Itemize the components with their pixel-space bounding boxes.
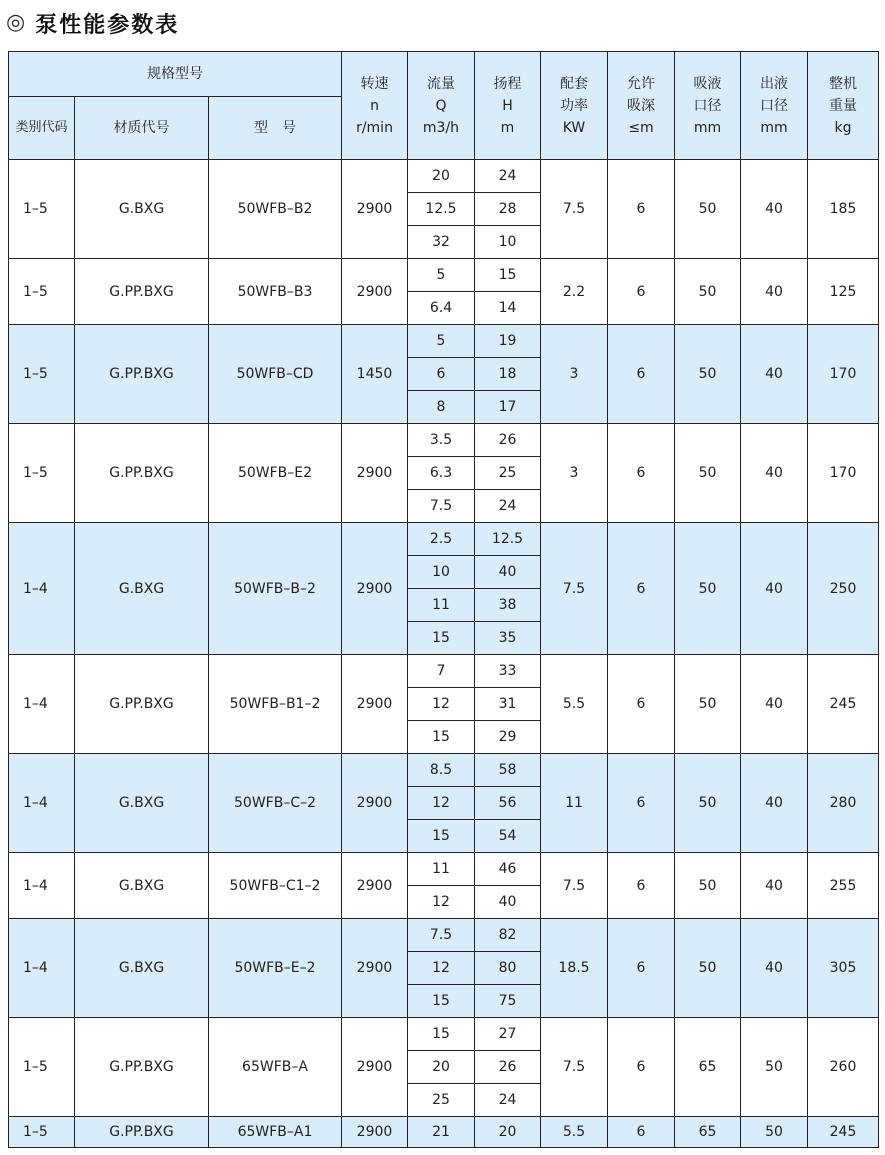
- pump-model-group: [9, 1018, 879, 1117]
- outlet-diameter-cell: 40: [741, 919, 808, 1018]
- category-code-cell: 1–5: [9, 160, 75, 259]
- flow-cell: 5: [408, 259, 475, 292]
- table-row: [9, 919, 879, 952]
- category-code-cell: 1–4: [9, 919, 75, 1018]
- flow-cell: 6: [408, 358, 475, 391]
- head-cell: 24: [475, 160, 541, 193]
- flow-cell: 12: [408, 886, 475, 919]
- suction-depth-cell: 6: [608, 424, 675, 523]
- material-code-cell: G.BXG: [75, 853, 209, 919]
- head-cell: 82: [475, 919, 541, 952]
- suction-depth-cell: 6: [608, 160, 675, 259]
- head-cell: 26: [475, 424, 541, 457]
- flow-cell: 7: [408, 655, 475, 688]
- flow-cell: 32: [408, 226, 475, 259]
- speed-cell: 2900: [342, 259, 408, 325]
- head-cell: 15: [475, 259, 541, 292]
- suction-depth-cell: 6: [608, 1117, 675, 1148]
- head-cell: 75: [475, 985, 541, 1018]
- outlet-diameter-header: 出液 口径 mm: [741, 52, 808, 160]
- pump-model-group: [9, 1117, 879, 1148]
- outlet-diameter-cell: 50: [741, 1117, 808, 1148]
- flow-cell: 12.5: [408, 193, 475, 226]
- table-row: [9, 1117, 879, 1148]
- head-cell: 12.5: [475, 523, 541, 556]
- outlet-diameter-cell: 40: [741, 259, 808, 325]
- category-code-cell: 1–5: [9, 1018, 75, 1117]
- flow-cell: 7.5: [408, 490, 475, 523]
- power-cell: 7.5: [541, 853, 608, 919]
- model-header: 型 号: [209, 97, 342, 160]
- flow-cell: 20: [408, 160, 475, 193]
- suction-depth-cell: 6: [608, 919, 675, 1018]
- suction-depth-header: 允许 吸深 ≤m: [608, 52, 675, 160]
- head-cell: 17: [475, 391, 541, 424]
- material-code-cell: G.PP.BXG: [75, 424, 209, 523]
- head-cell: 40: [475, 886, 541, 919]
- weight-cell: 250: [808, 523, 879, 655]
- pump-model-group: [9, 655, 879, 754]
- category-code-cell: 1–4: [9, 754, 75, 853]
- power-cell: 2.2: [541, 259, 608, 325]
- inlet-diameter-cell: 50: [675, 160, 741, 259]
- head-cell: 35: [475, 622, 541, 655]
- weight-cell: 280: [808, 754, 879, 853]
- power-cell: 18.5: [541, 919, 608, 1018]
- head-cell: 29: [475, 721, 541, 754]
- category-code-cell: 1–5: [9, 325, 75, 424]
- pump-model-group: [9, 853, 879, 919]
- weight-cell: 255: [808, 853, 879, 919]
- inlet-diameter-cell: 65: [675, 1018, 741, 1117]
- head-cell: 28: [475, 193, 541, 226]
- page-title-text: 泵性能参数表: [35, 12, 180, 38]
- inlet-diameter-cell: 50: [675, 259, 741, 325]
- inlet-diameter-cell: 50: [675, 523, 741, 655]
- inlet-diameter-cell: 50: [675, 325, 741, 424]
- flow-cell: 2.5: [408, 523, 475, 556]
- flow-cell: 5: [408, 325, 475, 358]
- flow-cell: 21: [408, 1117, 475, 1148]
- material-code-cell: G.PP.BXG: [75, 1018, 209, 1117]
- speed-cell: 2900: [342, 754, 408, 853]
- model-cell: 65WFB–A: [209, 1018, 342, 1117]
- speed-cell: 2900: [342, 1117, 408, 1148]
- weight-cell: 170: [808, 325, 879, 424]
- category-code-header: 类别代码: [9, 97, 75, 160]
- model-cell: 50WFB–E–2: [209, 919, 342, 1018]
- model-cell: 50WFB–B–2: [209, 523, 342, 655]
- pump-model-group: [9, 160, 879, 259]
- head-cell: 10: [475, 226, 541, 259]
- inlet-diameter-cell: 50: [675, 424, 741, 523]
- material-code-cell: G.PP.BXG: [75, 259, 209, 325]
- suction-depth-cell: 6: [608, 655, 675, 754]
- flow-cell: 8.5: [408, 754, 475, 787]
- weight-cell: 125: [808, 259, 879, 325]
- flow-cell: 15: [408, 1018, 475, 1051]
- inlet-diameter-cell: 50: [675, 655, 741, 754]
- inlet-diameter-header: 吸液 口径 mm: [675, 52, 741, 160]
- flow-cell: 12: [408, 787, 475, 820]
- table-row: [9, 424, 879, 457]
- suction-depth-cell: 6: [608, 754, 675, 853]
- head-header: 扬程 H m: [475, 52, 541, 160]
- pump-model-group: [9, 523, 879, 655]
- speed-header: 转速 n r/min: [342, 52, 408, 160]
- suction-depth-cell: 6: [608, 523, 675, 655]
- weight-cell: 170: [808, 424, 879, 523]
- flow-cell: 25: [408, 1084, 475, 1117]
- material-code-cell: G.PP.BXG: [75, 655, 209, 754]
- weight-cell: 305: [808, 919, 879, 1018]
- material-code-cell: G.BXG: [75, 523, 209, 655]
- power-cell: 11: [541, 754, 608, 853]
- table-row: [9, 325, 879, 358]
- head-cell: 24: [475, 490, 541, 523]
- model-cell: 50WFB–B2: [209, 160, 342, 259]
- speed-cell: 2900: [342, 1018, 408, 1117]
- head-cell: 38: [475, 589, 541, 622]
- weight-cell: 260: [808, 1018, 879, 1117]
- flow-cell: 15: [408, 721, 475, 754]
- head-cell: 56: [475, 787, 541, 820]
- weight-cell: 185: [808, 160, 879, 259]
- page-title: [6, 6, 179, 40]
- model-cell: 65WFB–A1: [209, 1117, 342, 1148]
- flow-cell: 6.4: [408, 292, 475, 325]
- head-cell: 24: [475, 1084, 541, 1117]
- pump-model-group: [9, 424, 879, 523]
- category-code-cell: 1–4: [9, 655, 75, 754]
- outlet-diameter-cell: 40: [741, 160, 808, 259]
- flow-cell: 7.5: [408, 919, 475, 952]
- flow-cell: 12: [408, 688, 475, 721]
- category-code-cell: 1–4: [9, 523, 75, 655]
- flow-cell: 15: [408, 622, 475, 655]
- head-cell: 14: [475, 292, 541, 325]
- inlet-diameter-cell: 50: [675, 919, 741, 1018]
- model-cell: 50WFB–B1–2: [209, 655, 342, 754]
- flow-cell: 3.5: [408, 424, 475, 457]
- table-header: [9, 52, 879, 160]
- inlet-diameter-cell: 50: [675, 853, 741, 919]
- circle-mark-icon: ◎: [6, 10, 26, 35]
- outlet-diameter-cell: 40: [741, 424, 808, 523]
- model-cell: 50WFB–C–2: [209, 754, 342, 853]
- pump-model-group: [9, 754, 879, 853]
- speed-cell: 2900: [342, 424, 408, 523]
- suction-depth-cell: 6: [608, 1018, 675, 1117]
- head-cell: 46: [475, 853, 541, 886]
- suction-depth-cell: 6: [608, 325, 675, 424]
- flow-header: 流量 Q m3/h: [408, 52, 475, 160]
- head-cell: 54: [475, 820, 541, 853]
- table-row: [9, 160, 879, 193]
- category-code-cell: 1–4: [9, 853, 75, 919]
- table-row: [9, 853, 879, 886]
- material-code-cell: G.BXG: [75, 754, 209, 853]
- pump-model-group: [9, 919, 879, 1018]
- speed-cell: 1450: [342, 325, 408, 424]
- head-cell: 26: [475, 1051, 541, 1084]
- category-code-cell: 1–5: [9, 259, 75, 325]
- table-row: [9, 259, 879, 292]
- pump-model-group: [9, 325, 879, 424]
- speed-cell: 2900: [342, 655, 408, 754]
- flow-cell: 12: [408, 952, 475, 985]
- table-row: [9, 655, 879, 688]
- head-cell: 27: [475, 1018, 541, 1051]
- inlet-diameter-cell: 50: [675, 754, 741, 853]
- speed-cell: 2900: [342, 853, 408, 919]
- outlet-diameter-cell: 40: [741, 325, 808, 424]
- power-cell: 7.5: [541, 1018, 608, 1117]
- power-cell: 7.5: [541, 523, 608, 655]
- weight-header: 整机 重量 kg: [808, 52, 879, 160]
- speed-cell: 2900: [342, 160, 408, 259]
- speed-cell: 2900: [342, 523, 408, 655]
- pump-model-group: [9, 259, 879, 325]
- table-row: [9, 754, 879, 787]
- flow-cell: 6.3: [408, 457, 475, 490]
- power-cell: 3: [541, 424, 608, 523]
- flow-cell: 20: [408, 1051, 475, 1084]
- power-cell: 5.5: [541, 1117, 608, 1148]
- flow-cell: 8: [408, 391, 475, 424]
- flow-cell: 11: [408, 853, 475, 886]
- model-cell: 50WFB–B3: [209, 259, 342, 325]
- head-cell: 40: [475, 556, 541, 589]
- outlet-diameter-cell: 40: [741, 655, 808, 754]
- inlet-diameter-cell: 65: [675, 1117, 741, 1148]
- head-cell: 31: [475, 688, 541, 721]
- outlet-diameter-cell: 50: [741, 1018, 808, 1117]
- flow-cell: 15: [408, 985, 475, 1018]
- model-cell: 50WFB–CD: [209, 325, 342, 424]
- power-header: 配套 功率 KW: [541, 52, 608, 160]
- model-cell: 50WFB–E2: [209, 424, 342, 523]
- head-cell: 18: [475, 358, 541, 391]
- power-cell: 3: [541, 325, 608, 424]
- material-code-cell: G.PP.BXG: [75, 325, 209, 424]
- material-code-cell: G.BXG: [75, 919, 209, 1018]
- material-code-cell: G.BXG: [75, 160, 209, 259]
- head-cell: 19: [475, 325, 541, 358]
- category-code-cell: 1–5: [9, 424, 75, 523]
- head-cell: 25: [475, 457, 541, 490]
- power-cell: 7.5: [541, 160, 608, 259]
- head-cell: 33: [475, 655, 541, 688]
- material-code-cell: G.PP.BXG: [75, 1117, 209, 1148]
- head-cell: 20: [475, 1117, 541, 1148]
- pump-performance-table: [8, 51, 879, 1148]
- material-code-header: 材质代号: [75, 97, 209, 160]
- outlet-diameter-cell: 40: [741, 853, 808, 919]
- power-cell: 5.5: [541, 655, 608, 754]
- outlet-diameter-cell: 40: [741, 754, 808, 853]
- suction-depth-cell: 6: [608, 853, 675, 919]
- head-cell: 80: [475, 952, 541, 985]
- table-row: [9, 523, 879, 556]
- flow-cell: 15: [408, 820, 475, 853]
- speed-cell: 2900: [342, 919, 408, 1018]
- flow-cell: 10: [408, 556, 475, 589]
- flow-cell: 11: [408, 589, 475, 622]
- outlet-diameter-cell: 40: [741, 523, 808, 655]
- head-cell: 58: [475, 754, 541, 787]
- weight-cell: 245: [808, 1117, 879, 1148]
- spec-model-group-header: 规格型号: [9, 52, 342, 97]
- model-cell: 50WFB–C1–2: [209, 853, 342, 919]
- category-code-cell: 1–5: [9, 1117, 75, 1148]
- suction-depth-cell: 6: [608, 259, 675, 325]
- weight-cell: 245: [808, 655, 879, 754]
- table-row: [9, 1018, 879, 1051]
